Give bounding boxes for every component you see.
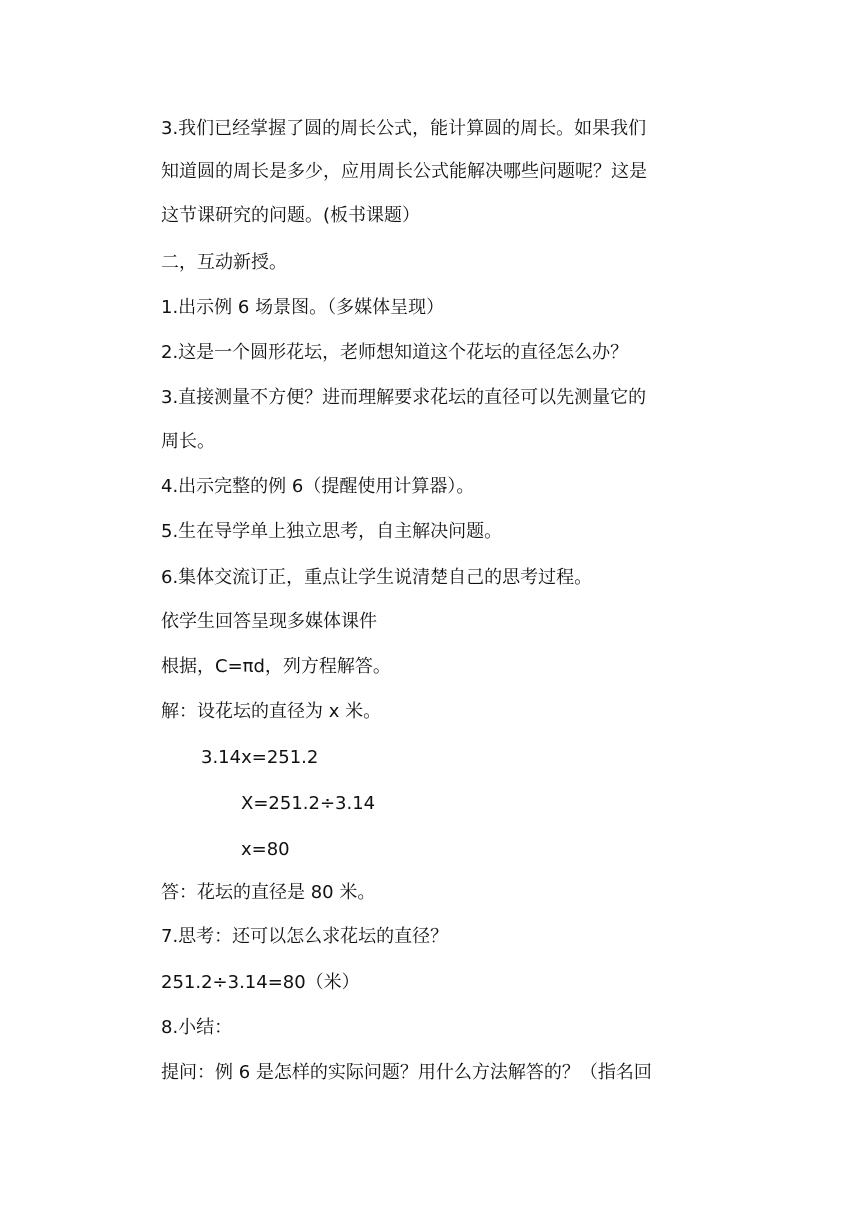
- answer-line: 答：花坛的直径是 80 米。: [161, 882, 376, 903]
- paragraph-line: 周长。: [161, 431, 215, 452]
- list-item: 5.生在导学单上独立思考，自主解决问题。: [161, 521, 503, 542]
- paragraph-line: 依学生回答呈现多媒体课件: [161, 611, 377, 632]
- paragraph-line: 知道圆的周长是多少，应用周长公式能解决哪些问题呢？这是: [161, 161, 647, 182]
- equation-line: X=251.2÷3.14: [241, 793, 376, 814]
- list-item: 6.集体交流订正，重点让学生说清楚自己的思考过程。: [161, 567, 593, 588]
- equation-line: 3.14x=251.2: [201, 747, 319, 768]
- list-item: 8.小结：: [161, 1017, 233, 1038]
- paragraph-line: 根据，C=πd，列方程解答。: [161, 656, 391, 677]
- list-item: 4.出示完整的例 6（提醒使用计算器）。: [161, 476, 475, 497]
- paragraph-line: 这节课研究的问题。(板书课题）: [161, 205, 421, 226]
- list-item: 2.这是一个圆形花坛，老师想知道这个花坛的直径怎么办？: [161, 342, 629, 363]
- paragraph-line: 3.我们已经掌握了圆的周长公式，能计算圆的周长。如果我们: [161, 118, 647, 139]
- list-item: 7.思考：还可以怎么求花坛的直径？: [161, 926, 449, 947]
- equation-line: x=80: [241, 839, 290, 860]
- section-heading: 二，互动新授。: [161, 252, 287, 273]
- list-item: 3.直接测量不方便？进而理解要求花坛的直径可以先测量它的: [161, 387, 647, 408]
- equation-line: 251.2÷3.14=80（米）: [161, 972, 360, 993]
- list-item: 1.出示例 6 场景图。（多媒体呈现）: [161, 297, 445, 318]
- solution-line: 解：设花坛的直径为 x 米。: [161, 701, 382, 722]
- paragraph-line: 提问：例 6 是怎样的实际问题？用什么方法解答的？（指名回: [161, 1062, 652, 1083]
